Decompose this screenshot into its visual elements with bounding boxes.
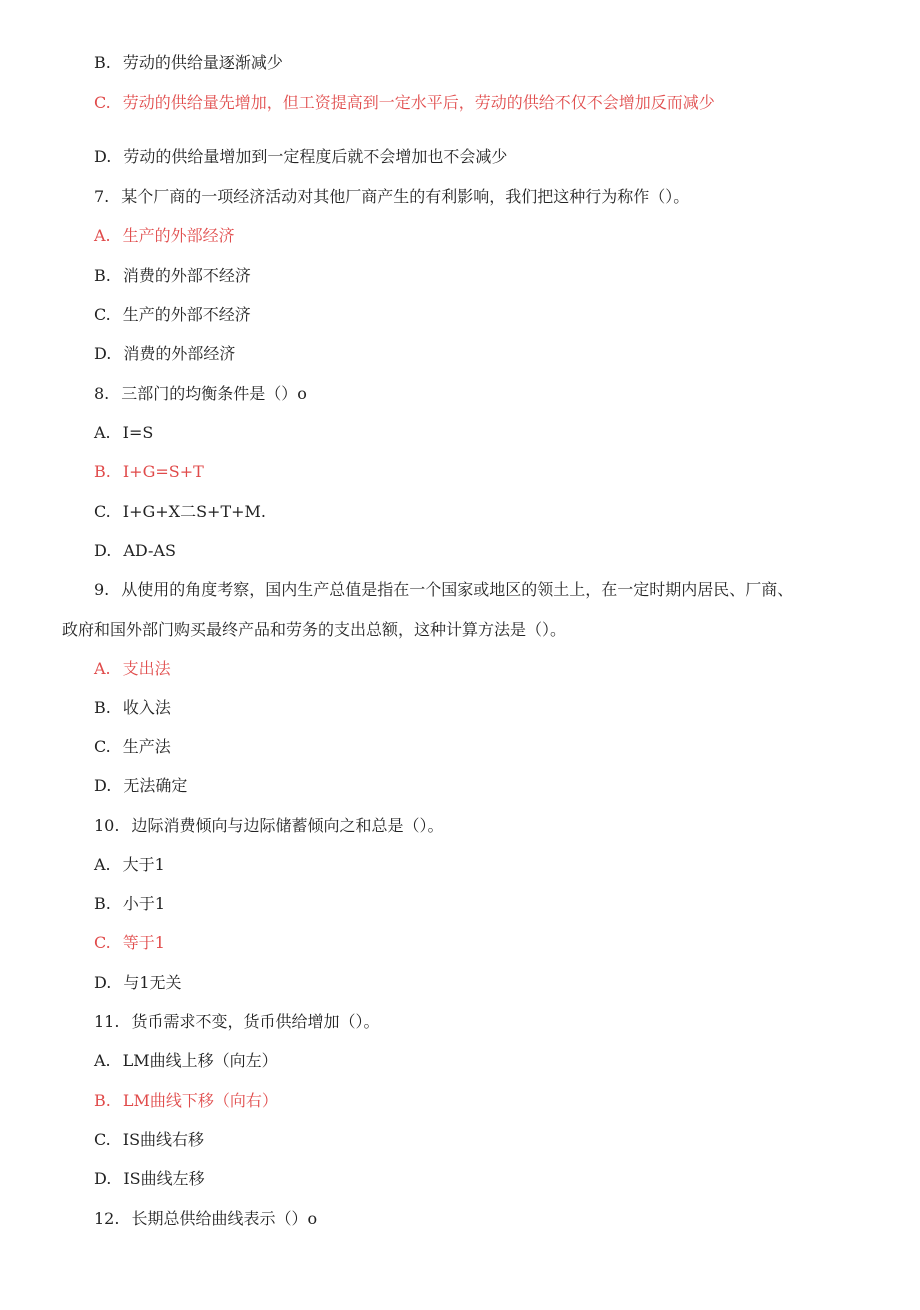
option-line: [94, 422, 153, 444]
option-text: 消费的外部不经济: [122, 266, 251, 285]
question-number: 12.: [94, 1209, 120, 1228]
option-line: [94, 1129, 204, 1151]
option-text: 消费的外部经济: [123, 344, 236, 363]
option-line: [94, 775, 187, 797]
option-label: B.: [94, 1091, 111, 1110]
option-text: I+G=S+T: [122, 462, 204, 481]
option-line: [94, 1050, 278, 1072]
question-text: 从使用的角度考察，国内生产总值是指在一个国家或地区的领土上，在一定时期内居民、厂商、: [121, 580, 794, 599]
question-text: 边际消费倾向与边际储蓄倾向之和总是（）。: [131, 816, 444, 835]
option-line-correct: [94, 461, 204, 483]
option-line: [94, 540, 176, 562]
question-continuation-line: [62, 619, 566, 641]
option-line-correct: [94, 225, 235, 247]
question-text: 货币需求不变，货币供给增加（）。: [131, 1012, 380, 1031]
option-text: LM曲线下移（向右）: [122, 1091, 278, 1110]
option-line: [94, 146, 507, 168]
option-label: D.: [94, 344, 112, 363]
option-label: A.: [94, 423, 111, 442]
option-line-correct: [94, 1090, 278, 1112]
option-label: A.: [94, 659, 111, 678]
option-line: [94, 52, 283, 74]
option-label: A.: [94, 226, 111, 245]
option-text: LM曲线上移（向左）: [122, 1051, 278, 1070]
option-text: IS曲线右移: [122, 1130, 205, 1149]
option-text: 无法确定: [123, 776, 188, 795]
option-label: C.: [94, 1130, 111, 1149]
option-label: B.: [94, 894, 111, 913]
option-text: I=S: [122, 423, 154, 442]
option-line-correct: [94, 932, 165, 954]
option-label: A.: [94, 1051, 111, 1070]
question-line: [94, 579, 793, 601]
question-line: [94, 815, 443, 837]
option-label: C.: [94, 93, 111, 112]
option-line: [94, 501, 266, 523]
option-label: A.: [94, 855, 111, 874]
question-line: [94, 383, 307, 405]
option-text: 生产的外部经济: [122, 226, 235, 245]
option-text: 支出法: [122, 659, 171, 678]
option-text: 劳动的供给量增加到一定程度后就不会增加也不会减少: [123, 147, 508, 166]
question-text: 政府和国外部门购买最终产品和劳务的支出总额，这种计算方法是（）。: [62, 620, 567, 639]
option-label: B.: [94, 266, 111, 285]
question-number: 11.: [94, 1012, 120, 1031]
option-text: 收入法: [122, 698, 171, 717]
question-number: 10.: [94, 816, 120, 835]
option-label: D.: [94, 147, 112, 166]
question-text: 某个厂商的一项经济活动对其他厂商产生的有利影响，我们把这种行为称作（）。: [121, 187, 690, 206]
option-line: [94, 304, 251, 326]
option-line: [94, 854, 165, 876]
question-line: [94, 186, 689, 208]
option-line: [94, 893, 165, 915]
option-label: B.: [94, 53, 111, 72]
option-label: D.: [94, 541, 112, 560]
option-label: C.: [94, 502, 111, 521]
option-text: 等于1: [122, 933, 165, 952]
question-text: 三部门的均衡条件是（）o: [121, 384, 307, 403]
question-line: [94, 1208, 317, 1230]
option-text: 生产法: [122, 737, 171, 756]
option-line-correct: [94, 92, 715, 114]
option-line: [94, 265, 251, 287]
option-label: D.: [94, 973, 112, 992]
option-label: B.: [94, 698, 111, 717]
option-text: I+G+X二S+T+M.: [122, 502, 266, 521]
question-text: 长期总供给曲线表示（）o: [131, 1209, 318, 1228]
option-text: 小于1: [122, 894, 166, 913]
question-number: 8.: [94, 384, 110, 403]
option-label: C.: [94, 737, 111, 756]
option-text: 劳动的供给量逐渐减少: [122, 53, 283, 72]
option-label: D.: [94, 776, 112, 795]
option-text: IS曲线左移: [123, 1169, 205, 1188]
option-label: C.: [94, 305, 111, 324]
option-line: [94, 1168, 205, 1190]
option-label: D.: [94, 1169, 112, 1188]
option-line: [94, 736, 171, 758]
option-label: C.: [94, 933, 111, 952]
option-text: 与1无关: [123, 973, 182, 992]
option-line: [94, 343, 235, 365]
question-number: 9.: [94, 580, 110, 599]
option-text: 生产的外部不经济: [122, 305, 251, 324]
option-text: AD-AS: [123, 541, 176, 560]
option-label: B.: [94, 462, 111, 481]
question-line: [94, 1011, 379, 1033]
option-text: 劳动的供给量先增加，但工资提高到一定水平后，劳动的供给不仅不会增加反而减少: [122, 93, 715, 112]
option-line-correct: [94, 658, 171, 680]
option-line: [94, 697, 171, 719]
option-line: [94, 972, 182, 994]
question-number: 7.: [94, 187, 110, 206]
option-text: 大于1: [122, 855, 165, 874]
